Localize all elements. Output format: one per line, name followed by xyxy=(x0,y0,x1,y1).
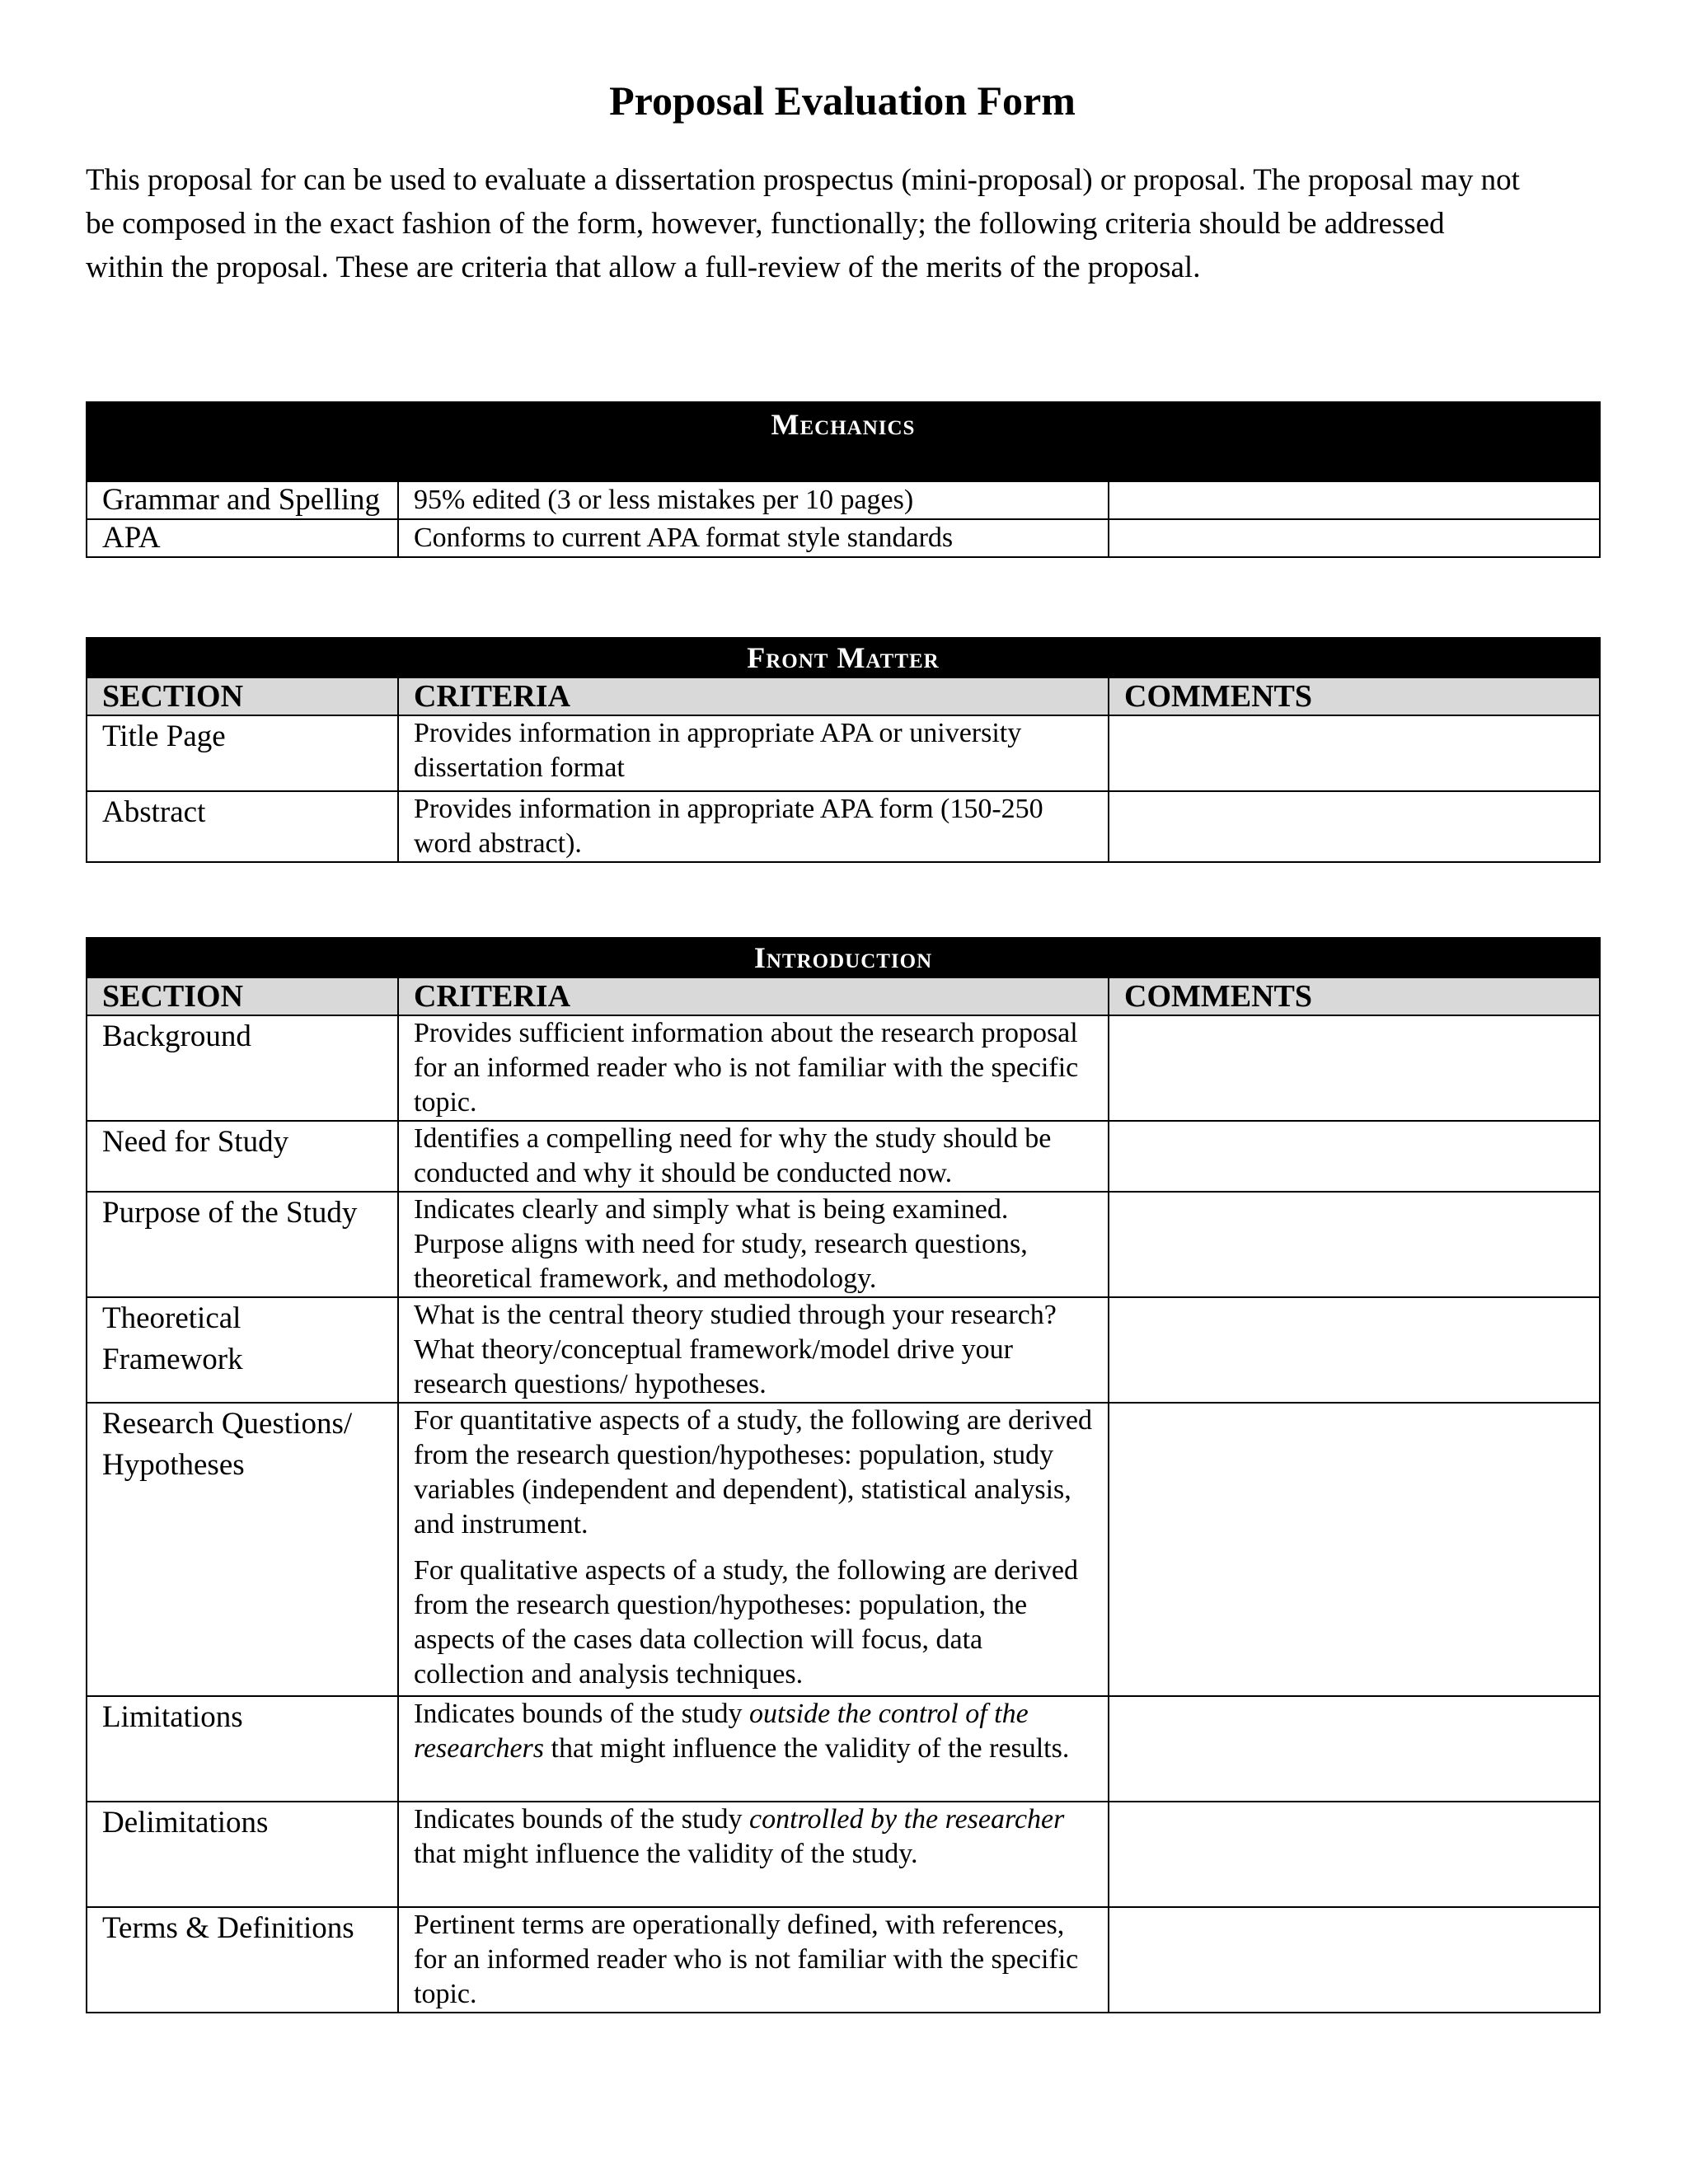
criteria-paragraph-quantitative: For quantitative aspects of a study, the following are derived from the research question/hypotheses: population, study variables (independent and dependent), statistical analysis, and instrument. xyxy=(414,1405,1093,1540)
criteria-cell: 95% edited (3 or less mistakes per 10 pages) xyxy=(398,481,1109,519)
intro-paragraph: This proposal for can be used to evaluate a dissertation prospectus (mini-proposal) or proposal. The proposal may not be composed in the exact fashion of the form, however, functionally; the following criteria should be addressed within the proposal. These are criteria that allow a full-review of the merits of the proposal. xyxy=(86,163,1520,284)
comments-cell[interactable] xyxy=(1109,791,1600,862)
table-row xyxy=(87,1015,1600,1121)
criteria-cell xyxy=(398,1403,1109,1696)
front-matter-heading: Front Matter xyxy=(87,638,1600,677)
front-matter-table xyxy=(86,637,1601,863)
introduction-table xyxy=(86,937,1601,2013)
column-header-comments: COMMENTS xyxy=(1109,677,1600,715)
comments-cell[interactable] xyxy=(1109,1192,1600,1297)
comments-cell[interactable] xyxy=(1109,1696,1600,1802)
mechanics-table xyxy=(86,401,1601,558)
comments-cell[interactable] xyxy=(1109,1907,1600,2013)
table-row xyxy=(87,1121,1600,1192)
criteria-text: Indicates bounds of the study xyxy=(414,1699,749,1729)
table-row xyxy=(87,1192,1600,1297)
table-row xyxy=(87,1403,1600,1696)
section-cell: Abstract xyxy=(87,791,398,862)
criteria-emphasis: outside the control of the researchers xyxy=(414,1699,1029,1764)
criteria-cell xyxy=(398,1696,1109,1802)
table-row xyxy=(87,715,1600,791)
table-row xyxy=(87,791,1600,862)
comments-cell[interactable] xyxy=(1109,1015,1600,1121)
comments-cell[interactable] xyxy=(1109,1403,1600,1696)
criteria-cell: What is the central theory studied through your research? What theory/conceptual framework/model drive your research questions/ hypotheses. xyxy=(398,1297,1109,1403)
criteria-cell: Provides sufficient information about the research proposal for an informed reader who is not familiar with the specific topic. xyxy=(398,1015,1109,1121)
section-cell: Terms & Definitions xyxy=(87,1907,398,2013)
criteria-emphasis: controlled by the researcher xyxy=(749,1804,1065,1835)
table-row xyxy=(87,1802,1600,1907)
column-header-comments: COMMENTS xyxy=(1109,977,1600,1015)
criteria-cell: Provides information in appropriate APA form (150-250 word abstract). xyxy=(398,791,1109,862)
table-row xyxy=(87,1696,1600,1802)
criteria-cell: Provides information in appropriate APA or university dissertation format xyxy=(398,715,1109,791)
section-cell: Need for Study xyxy=(87,1121,398,1192)
column-header-section: SECTION xyxy=(87,677,398,715)
column-header-criteria: CRITERIA xyxy=(398,977,1109,1015)
criteria-text: Indicates bounds of the study xyxy=(414,1804,749,1835)
section-cell: Title Page xyxy=(87,715,398,791)
table-row xyxy=(87,1907,1600,2013)
introduction-heading: Introduction xyxy=(87,938,1600,977)
table-row xyxy=(87,481,1600,519)
mechanics-heading: Mechanics xyxy=(87,402,1600,481)
section-cell: Grammar and Spelling xyxy=(87,481,398,519)
comments-cell[interactable] xyxy=(1109,715,1600,791)
column-header-criteria: CRITERIA xyxy=(398,677,1109,715)
criteria-text: that might influence the validity of the study. xyxy=(414,1839,918,1869)
comments-cell[interactable] xyxy=(1109,481,1600,519)
column-header-section: SECTION xyxy=(87,977,398,1015)
criteria-text: that might influence the validity of the results. xyxy=(544,1733,1070,1764)
criteria-cell: Pertinent terms are operationally defined, with references, for an informed reader who is not familiar with the specific topic. xyxy=(398,1907,1109,2013)
criteria-cell: Conforms to current APA format style standards xyxy=(398,519,1109,557)
criteria-cell: Indicates clearly and simply what is being examined. Purpose aligns with need for study, research questions, theoretical framework, and methodology. xyxy=(398,1192,1109,1297)
section-cell: Theoretical Framework xyxy=(87,1297,398,1403)
page-title: Proposal Evaluation Form xyxy=(609,77,1076,124)
comments-cell[interactable] xyxy=(1109,1297,1600,1403)
section-cell: Background xyxy=(87,1015,398,1121)
criteria-paragraph-qualitative: For qualitative aspects of a study, the following are derived from the research question/hypotheses: population, the aspects of the cases data collection will focus, data collection and analysis techniques. xyxy=(414,1555,1079,1690)
criteria-cell xyxy=(398,1802,1109,1907)
table-row xyxy=(87,519,1600,557)
comments-cell[interactable] xyxy=(1109,1802,1600,1907)
table-row xyxy=(87,1297,1600,1403)
section-cell: Purpose of the Study xyxy=(87,1192,398,1297)
section-cell: Delimitations xyxy=(87,1802,398,1907)
section-cell: Limitations xyxy=(87,1696,398,1802)
comments-cell[interactable] xyxy=(1109,1121,1600,1192)
section-cell: APA xyxy=(87,519,398,557)
criteria-cell: Identifies a compelling need for why the study should be conducted and why it should be conducted now. xyxy=(398,1121,1109,1192)
comments-cell[interactable] xyxy=(1109,519,1600,557)
section-cell: Research Questions/ Hypotheses xyxy=(87,1403,398,1696)
